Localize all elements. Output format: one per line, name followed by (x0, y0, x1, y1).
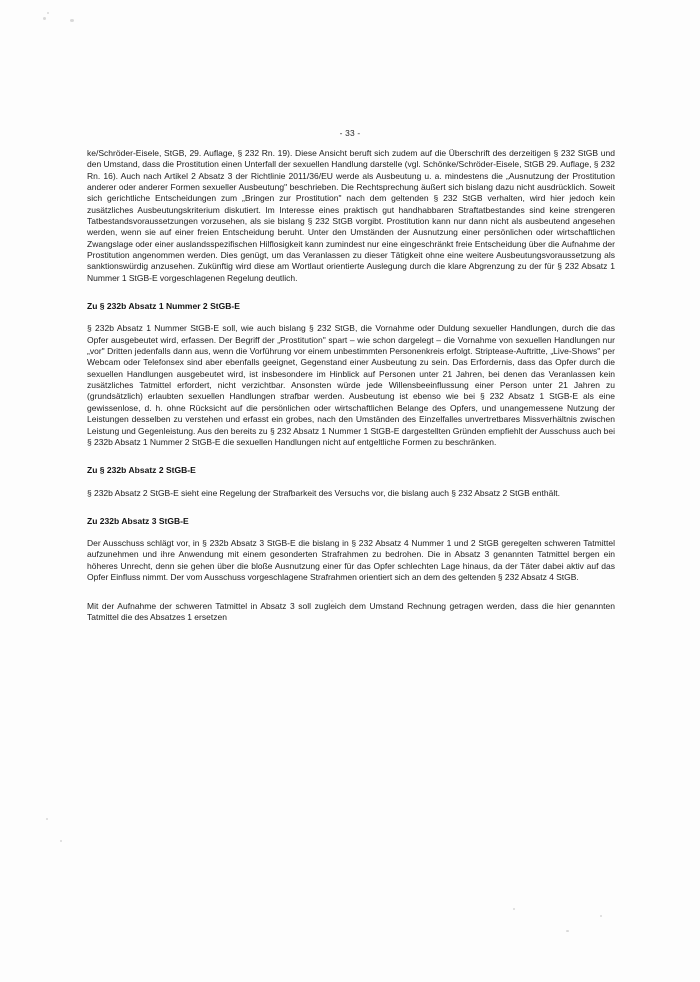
heading-232b-absatz-2: Zu § 232b Absatz 2 StGB-E (87, 465, 196, 476)
document-body (87, 148, 615, 623)
paragraph-232b-absatz-3: Der Ausschuss schlägt vor, in § 232b Absatz 3 StGB-E die bislang in § 232 Absatz 4 Nummer 1 und 2 StGB geregelten schweren Tatmittel aufzunehmen und ihre Anwendung mit einem gesonderten Strafrahmen zu bedrohen. Die in Absatz 3 genannten Tatmittel bergen ein höheres Unrecht, denn sie gehen über die bloße Ausnutzung einer für das Opfer schlechten Lage hinaus, da der Täter dabei aktiv auf das Opfer Einfluss nimmt. Der vom Ausschuss vorgeschlagene Strafrahmen orientiert sich an dem des geltenden § 232 Absatz 4 StGB. (87, 538, 615, 583)
paragraph-tatmittel-absatz-3: Mit der Aufnahme der schweren Tatmittel in Absatz 3 soll zugleich dem Umstand Rechnung getragen werden, dass die hier genannten Tatmittel die des Absatzes 1 ersetzen (87, 600, 615, 622)
paragraph-232b-absatz-1-nummer-2: § 232b Absatz 1 Nummer StGB-E soll, wie auch bislang § 232 StGB, die Vornahme oder Duldung sexueller Handlungen, durch die das Opfer ausgebeutet wird, erfassen. Der Begriff der „Prostitution" spart – wie schon dargelegt – die Vornahme von sexuellen Handlungen nur „vor" Dritten jedenfalls dann aus, wenn die Vorführung vor einem unbestimmten Personenkreis erfolgt. Striptease-Auftritte, „Live-Shows" per Webcam oder Telefonsex sind aber ebenfalls geeignet, Gegenstand einer Ausbeutung zu sein. Das Erfordernis, dass das Opfer durch die sexuellen Handlungen ausgebeutet wird, ist insbesondere im Hinblick auf Personen unter 21 Jahren, bei denen das Veranlassen kein zusätzliches Tatmittel erfordert, nicht verzichtbar. Ansonsten würde jede Willensbeeinflussung einer Person unter 21 Jahren zu (grundsätzlich) erlaubten sexuellen Handlungen strafbar werden. Ausbeutung ist ebenso wie bei § 232 Absatz 1 StGB-E als eine gewissenlose, d. h. ohne Rücksicht auf die persönlichen oder wirtschaftlichen Belange des Opfers, und unangemessene Nutzung der Leistungen desselben zu verstehen und erfasst ein grobes, nach den Umständen des Einzelfalles unvertretbares Missverhältnis zwischen Leistung und Gegenleistung. Aus den bereits zu § 232 Absatz 1 Nummer 1 StGB-E dargestellten Gründen empfiehlt der Ausschuss auch bei § 232b Absatz 1 Nummer 2 StGB-E die sexuellen Handlungen nicht auf entgeltliche Formen zu beschränken. (87, 323, 615, 447)
scan-artifact (70, 19, 74, 22)
paragraph-232b-absatz-2: § 232b Absatz 2 StGB-E sieht eine Regelung der Strafbarkeit des Versuchs vor, die bislang auch § 232 Absatz 2 StGB enthält. (87, 487, 560, 498)
scan-artifact (47, 12, 49, 14)
heading-232b-absatz-1-nummer-2: Zu § 232b Absatz 1 Nummer 2 StGB-E (87, 301, 240, 312)
scan-artifact (46, 818, 48, 820)
scan-artifact (60, 840, 62, 842)
scan-artifact (513, 908, 515, 910)
scan-artifact (566, 930, 569, 932)
scan-artifact (43, 17, 46, 20)
scan-artifact (600, 915, 602, 917)
heading-232b-absatz-3: Zu 232b Absatz 3 StGB-E (87, 515, 189, 526)
page-number: - 33 - (339, 128, 361, 138)
paragraph-intro: ke/Schröder-Eisele, StGB, 29. Auflage, § 232 Rn. 19). Diese Ansicht beruft sich zudem auf die Überschrift des derzeitigen § 232 StGB und den Umstand, dass die Prostitution einen Unterfall der sexuellen Handlung darstelle (vgl. Schönke/Schröder-Eisele, StGB 29. Auflage, § 232 Rn. 16). Auch nach Artikel 2 Absatz 3 der Richtlinie 2011/36/EU werde als Ausbeutung u. a. mindestens die „Ausnutzung der Prostitution anderer oder anderer Formen sexueller Ausbeutung" beschrieben. Die Rechtsprechung äußert sich bislang dazu nicht ausdrücklich. Soweit sich gerichtliche Entscheidungen zum „Bringen zur Prostitution" nach dem geltenden § 232 StGB verhalten, wird hier jedoch kein zusätzliches Ausbeutungskriterium diskutiert. Im Interesse eines praktisch gut handhabbaren Straftatbestandes sind keine strengeren Tatbestandsvoraussetzungen vorzusehen, als sie bislang § 232 StGB vorgibt. Prostitution kann nur dann nicht als ausbeutend angesehen werden, wenn sie auf einer freien Entscheidung beruht. Unter den Umständen der Ausnutzung einer persönlichen oder wirtschaftlichen Zwangslage oder einer auslandsspezifischen Hilflosigkeit kann zumindest nur eine eingeschränkt freie Entscheidung über die Aufnahme der Prostitution angenommen werden. Dies genügt, um das Veranlassen zu dieser Tätigkeit ohne eine weitere Ausbeutungsvoraussetzung als sanktionswürdig anzusehen. Zukünftig wird diese am Wortlaut orientierte Auslegung durch die klare Abgrenzung zu der für § 232 Absatz 1 Nummer 1 StGB-E vorgeschlagenen Regelung deutlich. (87, 148, 615, 283)
